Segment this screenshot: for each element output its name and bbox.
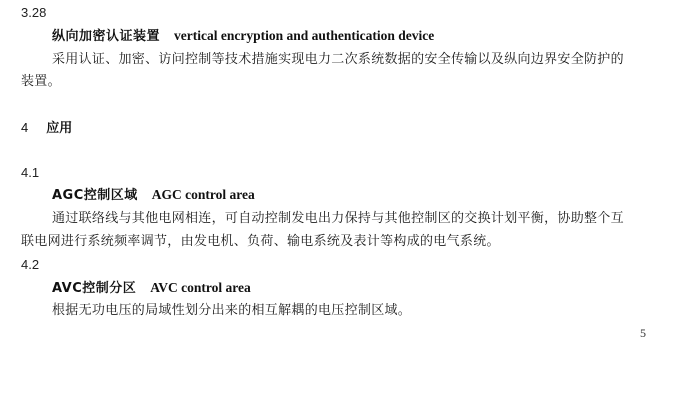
definition-line: 通过联络线与其他电网相连，可自动控制发电出力保持与其他控制区的交换计划平衡，协助整个互 xyxy=(52,211,624,226)
page-number: 5 xyxy=(640,326,646,340)
section-title: 应用 xyxy=(46,121,73,136)
definition-line: 采用认证、加密、访问控制等技术措施实现电力二次系统数据的安全传输以及纵向边界安全防护的 xyxy=(52,52,624,67)
clause-number: 4.1 xyxy=(21,165,40,180)
term-heading xyxy=(52,28,434,45)
clause-number: 3.28 xyxy=(21,5,47,20)
term-en: AGC control area xyxy=(151,187,255,202)
clause-number: 4.2 xyxy=(21,257,40,272)
definition-line: 联电网进行系统频率调节，由发电机、负荷、输电系统及表计等构成的电气系统。 xyxy=(21,234,500,249)
term-zh: AVC控制分区 xyxy=(52,281,137,296)
section-heading xyxy=(21,120,72,137)
term-en: AVC control area xyxy=(150,280,251,295)
term-en: vertical encryption and authentication device xyxy=(174,28,435,43)
section-number: 4 xyxy=(21,120,29,135)
definition-line: 装置。 xyxy=(21,74,61,89)
term-zh: AGC控制区域 xyxy=(52,188,138,203)
term-zh: 纵向加密认证装置 xyxy=(52,29,161,44)
term-heading xyxy=(52,280,251,297)
term-heading xyxy=(52,187,255,204)
definition-line: 根据无功电压的局域性划分出来的相互解耦的电压控制区域。 xyxy=(52,303,412,318)
